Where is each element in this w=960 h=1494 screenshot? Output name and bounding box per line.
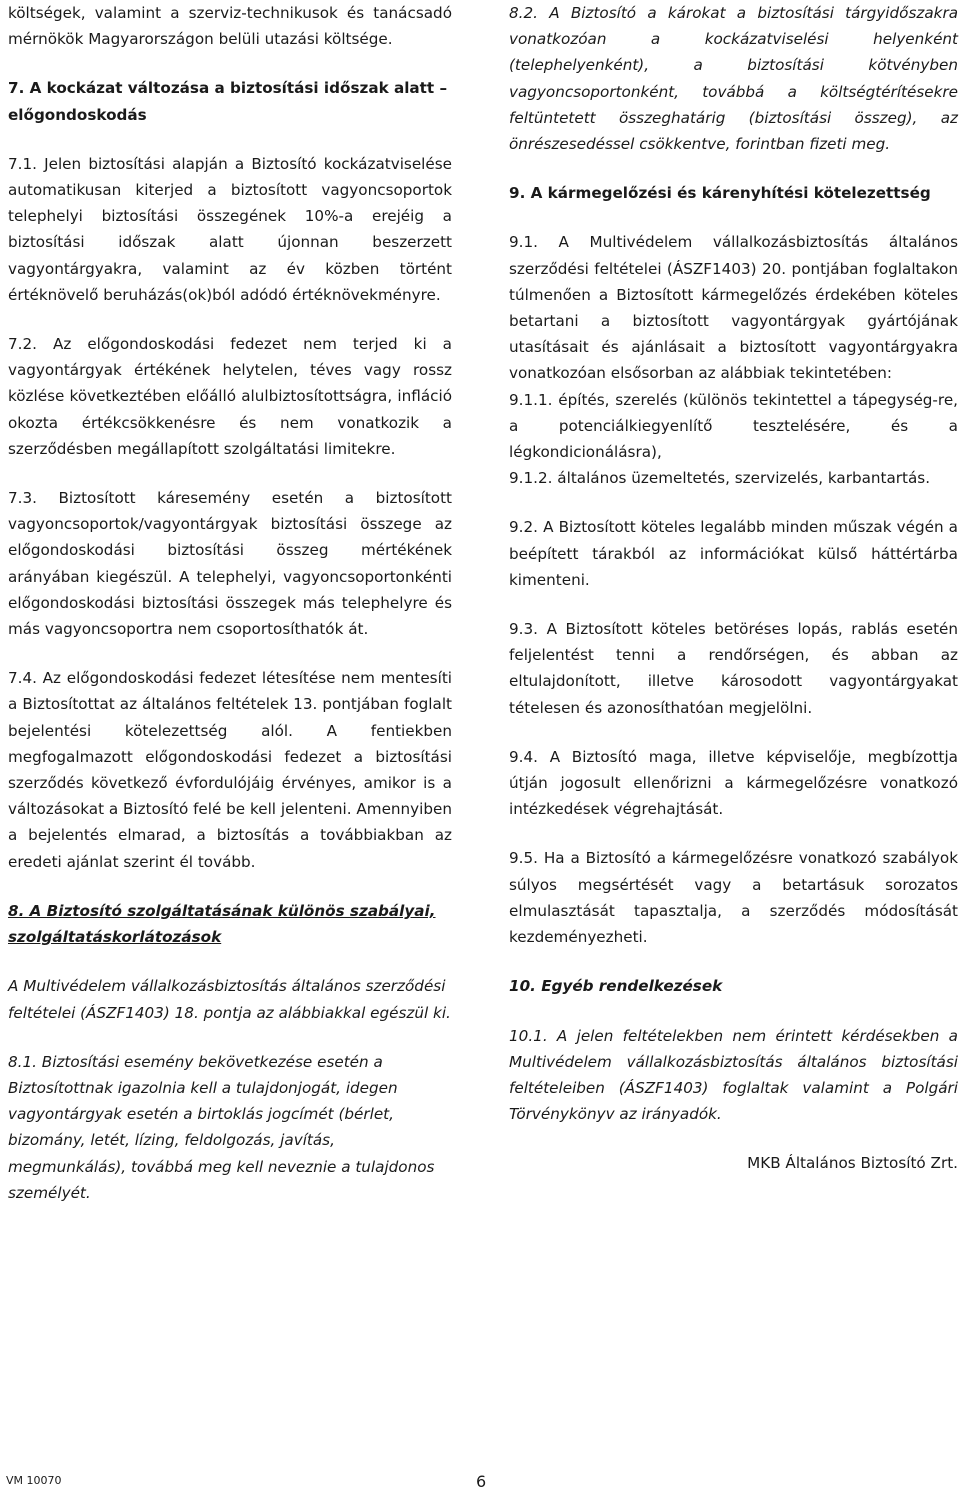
page-number: 6: [476, 1472, 487, 1491]
paragraph-9-4: 9.4. A Biztosító maga, illetve képviselője, megbízottja útján jogosult ellenőrizni a kármegelőzésre vonatkozó intézkedések végrehajtását.: [509, 747, 958, 819]
paragraph-8-2: 8.2. A Biztosító a károkat a biztosítási tárgyidőszakra vonatkozóan a kockázatviselési helyenként (telephelyenként), a biztosítási kötvényben vagyoncsoportonként, továbbá a költségtérítésekre feltüntetett összeghatárig (biztosítási összeg), az önrészesedéssel csökkentve, forintban fizeti meg.: [509, 4, 958, 154]
paragraph-10-1: 10.1. A jelen feltételekben nem érintett kérdésekben a Multivédelem vállalkozásbiztosítás általános biztosítási feltételeiben (ÁSZF1403) foglaltak valamint a Polgári Törvénykönyv az irányadók.: [509, 1026, 958, 1124]
paragraph-7-3: 7.3. Biztosított káresemény esetén a biztosított vagyoncsoportok/vagyontárgyak biztosítási összege az előgondoskodási biztosítási összeg mértékének arányában kiegészül. A telephelyi, vagyoncsoportonkénti előgondoskodási biztosítási összegek más telephelyre és más vagyoncsoportra nem csoportosíthatók át.: [8, 489, 452, 639]
section-8-heading: 8. A Biztosító szolgáltatásának különös szabályai, szolgáltatáskorlátozások: [8, 901, 436, 947]
paragraph-9-1-1: 9.1.1. építés, szerelés (különös tekintettel a tápegység-re, a potenciálkiegyenlítő tesztelésére, és a légkondicionálásra),: [509, 390, 958, 462]
paragraph-7-4: 7.4. Az előgondoskodási fedezet létesítése nem mentesíti a Biztosítottat az általános feltételek 13. pontjában foglalt bejelentési kötelezettség alól. A fentiekben megfogalmazott előgondoskodási fedezet a biztosítási szerződés következő évfordulójáig érvényes, amikor is a változásokat a Biztosító felé be kell jelenteni. Amennyiben a bejelentés elmarad, a biztosítás a továbbiakban az eredeti ajánlat szerint él tovább.: [8, 669, 452, 871]
right-column: [509, 0, 958, 1177]
document-code: VM 10070: [6, 1474, 62, 1487]
paragraph-9-2: 9.2. A Biztosított köteles legalább minden műszak végén a beépített tárakból az információkat külső háttértárba kimenteni.: [509, 518, 958, 589]
paragraph-8-1: 8.1. Biztosítási esemény bekövetkezése esetén a Biztosítottnak igazolnia kell a tulajdonjogát, idegen vagyontárgyak esetén a birtoklás jogcímét (bérlet, bizomány, letét, lízing, feldolgozás, javítás, megmunkálás), továbbá meg kell neveznie a tulajdonos személyét.: [8, 1052, 435, 1202]
paragraph-7-2: 7.2. Az előgondoskodási fedezet nem terjed ki a vagyontárgyak értékének helytelen, téves vagy rossz közlése következtében előálló alulbiztosítottságra, infláció okozta értékcsökkenésre és nem vonatkozik a szerződésben megállapított szolgáltatási limitekre.: [8, 335, 452, 458]
intro-continuation: költségek, valamint a szerviz-technikusok és tanácsadó mérnökök Magyarországon belüli utazási költsége.: [8, 4, 452, 49]
paragraph-9-5: 9.5. Ha a Biztosító a kármegelőzésre vonatkozó szabályok súlyos megsértését vagy a betartásuk sorozatos elmulasztását tapasztalja, a szerződés módosítását kezdeményezheti.: [509, 849, 958, 947]
paragraph-9-1-2: 9.1.2. általános üzemeltetés, szervizelés, karbantartás.: [509, 469, 931, 488]
section-9-heading: 9. A kármegelőzési és kárenyhítési kötelezettség: [509, 184, 931, 203]
signature: MKB Általános Biztosító Zrt.: [747, 1154, 958, 1173]
paragraph-9-3: 9.3. A Biztosított köteles betöréses lopás, rablás esetén feljelentést tenni a rendőrségen, és abban az eltulajdonított, illetve károsodott vagyontárgyakat tételesen és azonosíthatóan megjelölni.: [509, 620, 958, 717]
section-7-heading: 7. A kockázat változása a biztosítási időszak alatt – előgondoskodás: [8, 79, 448, 124]
paragraph-9-1: 9.1. A Multivédelem vállalkozásbiztosítás általános szerződési feltételei (ÁSZF1403) 20. pontjában foglaltakon túlmenően a Biztosított kármegelőzés érdekében köteles betartani a biztosított vagyontárgyak gyártójának utasításait és ajánlásait a biztosított vagyontárgyakra vonatkozóan elsősorban az alábbiak tekintetében:: [509, 233, 958, 383]
section-8-intro: A Multivédelem vállalkozásbiztosítás általános szerződési feltételei (ÁSZF1403) 18. pontja az alábbiakkal egészül ki.: [8, 977, 451, 1022]
section-10-heading: 10. Egyéb rendelkezések: [509, 977, 723, 996]
left-column: [8, 0, 452, 1206]
paragraph-7-1: 7.1. Jelen biztosítási alapján a Biztosító kockázatviselése automatikusan kiterjed a biztosított vagyoncsoportok telephelyi biztosítási összegének 10%-a erejéig a biztosítási időszak alatt újonnan beszerzett vagyontárgyakra, valamint az év közben történt értéknövelő beruházás(ok)ból adódó értéknövekményre.: [8, 154, 452, 304]
